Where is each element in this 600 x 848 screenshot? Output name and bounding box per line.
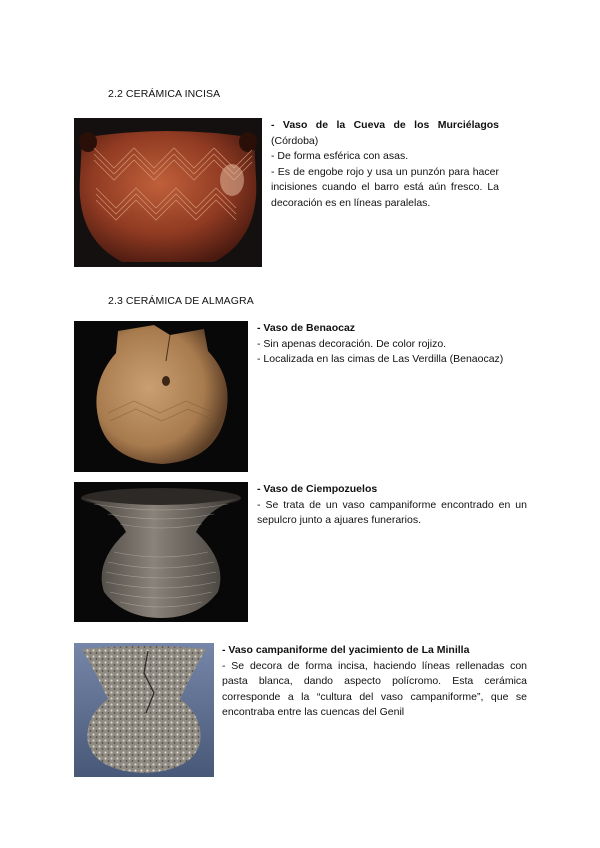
item-line: - Se decora de forma incisa, haciendo líneas rellenadas con pasta blanca, dando aspecto polícromo. Esta cerámica corresponde a la “cultura del vaso campaniforme”, que se encontraba entre las cuencas del Genil xyxy=(222,659,527,718)
description-vaso-la-minilla xyxy=(222,643,527,721)
section-title-ceramica-incisa: 2.2 CERÁMICA INCISA xyxy=(108,88,221,100)
item-line: - Sin apenas decoración. De color rojizo. xyxy=(257,337,447,350)
description-vaso-ciempozuelos xyxy=(257,482,527,529)
item-heading xyxy=(271,118,499,149)
vaso-benaocaz-image xyxy=(74,321,248,472)
description-vaso-murcielagos xyxy=(271,118,499,211)
item-heading xyxy=(257,321,527,337)
item-heading xyxy=(257,482,527,498)
photo-vaso-benaocaz xyxy=(74,321,248,472)
description-vaso-benaocaz xyxy=(257,321,527,368)
item-name: - Vaso campaniforme del yacimiento de La Minilla xyxy=(222,644,470,656)
item-line: - Localizada en las cimas de Las Verdilla (Benaocaz) xyxy=(257,353,504,365)
item-line: - Es de engobe rojo y usa un punzón para hacer incisiones cuando el barro está aún fresco. La decoración es en líneas paralelas. xyxy=(271,165,499,209)
vaso-ciempozuelos-image xyxy=(74,482,248,622)
item-line: - Se trata de un vaso campaniforme encontrado en un sepulcro junto a ajuares funerarios. xyxy=(257,498,527,526)
photo-vaso-ciempozuelos xyxy=(74,482,248,622)
vaso-murcielagos-image xyxy=(74,118,262,267)
vaso-la-minilla-image xyxy=(74,643,214,777)
item-name: - Vaso de la Cueva de los Murciélagos xyxy=(271,119,499,131)
item-heading xyxy=(222,643,527,659)
item-name: - Vaso de Benaocaz xyxy=(257,322,356,334)
photo-vaso-la-minilla xyxy=(74,643,214,777)
section-title-ceramica-almagra: 2.3 CERÁMICA DE ALMAGRA xyxy=(108,295,254,307)
item-name: - Vaso de Ciempozuelos xyxy=(257,483,378,495)
photo-vaso-murcielagos xyxy=(74,118,262,267)
item-name-suffix: (Córdoba) xyxy=(271,134,319,147)
item-line: - De forma esférica con asas. xyxy=(271,150,409,162)
